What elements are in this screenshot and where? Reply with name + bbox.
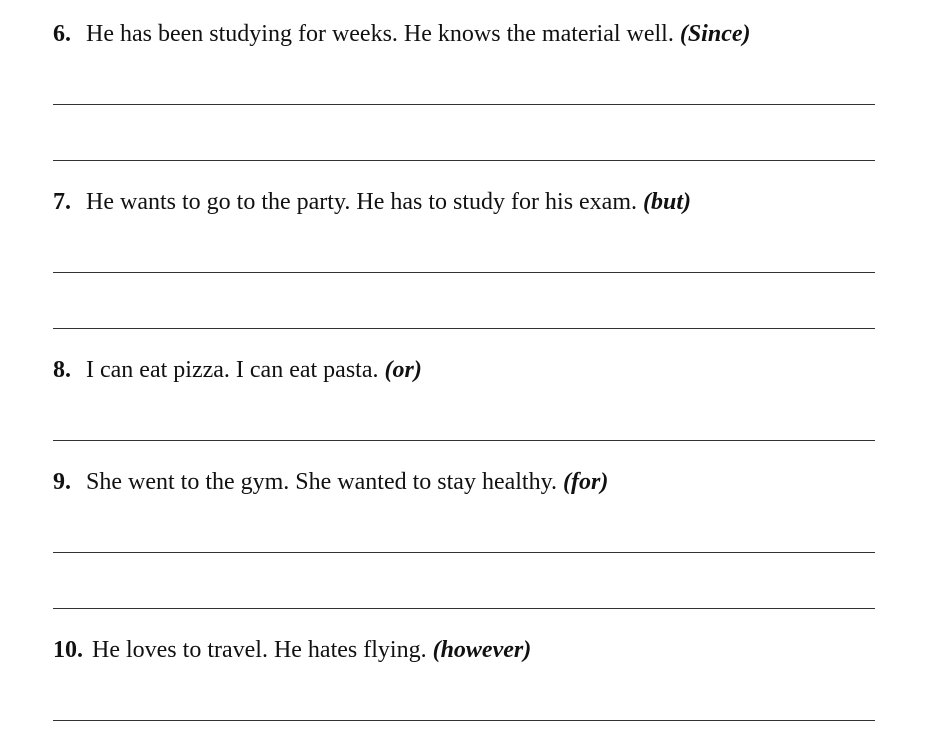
answer-line[interactable] — [53, 104, 875, 105]
answer-line[interactable] — [53, 440, 875, 441]
exercise-sentence: I can eat pizza. I can eat pasta. — [86, 357, 379, 383]
exercise-number: 9. — [53, 469, 71, 495]
conjunction-hint: (for) — [563, 469, 609, 495]
answer-line[interactable] — [53, 328, 875, 329]
exercise-number: 8. — [53, 357, 71, 383]
conjunction-hint: (however) — [432, 637, 532, 663]
exercise-prompt — [53, 468, 608, 496]
exercise-prompt — [53, 356, 422, 384]
exercise-sentence: He has been studying for weeks. He knows the material well. — [86, 21, 674, 47]
exercise-prompt — [53, 20, 751, 48]
conjunction-hint: (Since) — [679, 21, 751, 47]
answer-line[interactable] — [53, 608, 875, 609]
exercise-number: 6. — [53, 21, 71, 47]
conjunction-hint: (or) — [384, 357, 422, 383]
answer-line[interactable] — [53, 160, 875, 161]
exercise-prompt — [53, 636, 531, 664]
answer-line[interactable] — [53, 720, 875, 721]
answer-line[interactable] — [53, 272, 875, 273]
conjunction-hint: (but) — [643, 189, 692, 215]
exercise-sentence: He loves to travel. He hates flying. — [92, 637, 427, 663]
exercise-number: 7. — [53, 189, 71, 215]
exercise-sentence: She went to the gym. She wanted to stay healthy. — [86, 469, 558, 495]
exercise-number: 10. — [53, 637, 83, 663]
answer-line[interactable] — [53, 552, 875, 553]
exercise-sentence: He wants to go to the party. He has to study for his exam. — [86, 189, 638, 215]
exercise-prompt — [53, 188, 691, 216]
